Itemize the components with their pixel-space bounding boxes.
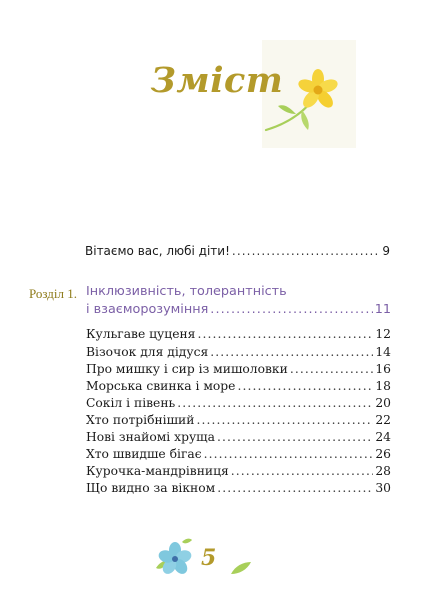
page-number: 5 [201, 545, 217, 571]
toc-entry-page: 20 [375, 396, 391, 410]
toc-entry-title: Курочка-мандрівниця [86, 464, 229, 478]
toc-entry-title: Сокіл і півень [86, 396, 176, 410]
dot-leader [210, 302, 372, 318]
toc-entry-title: Про мишку і сир із мишоловки [86, 362, 288, 376]
dot-leader [232, 243, 380, 259]
dot-leader [196, 412, 373, 428]
toc-entry-title: Хто потрібніший [86, 413, 195, 427]
toc-entry[interactable] [86, 361, 391, 377]
toc-entry[interactable] [86, 480, 391, 496]
toc-entry[interactable] [86, 446, 391, 462]
toc-entry[interactable] [86, 429, 391, 445]
dot-leader [217, 429, 373, 445]
dot-leader [204, 446, 374, 462]
toc-entry-title: Хто швидше бігає [86, 447, 202, 461]
toc-entry-page: 24 [375, 430, 391, 444]
yellow-flower-icon [258, 66, 354, 146]
toc-entry-page: 26 [375, 447, 391, 461]
dot-leader [290, 361, 374, 377]
section-title-line2: і взаєморозуміння [86, 302, 209, 317]
toc-entry-page: 11 [374, 302, 391, 317]
dot-leader [197, 326, 373, 342]
toc-entry[interactable] [86, 395, 391, 411]
dot-leader [210, 344, 373, 360]
section-label: Розділ 1. [29, 286, 78, 301]
toc-entry-title: Нові знайомі хруща [86, 430, 215, 444]
toc-entry[interactable] [86, 378, 391, 394]
dot-leader [237, 378, 373, 394]
toc-intro-entry[interactable] [85, 243, 390, 259]
toc-entry-page: 14 [375, 345, 391, 359]
dot-leader [217, 480, 373, 496]
leaf-icon [229, 560, 253, 576]
dot-leader [177, 395, 373, 411]
toc-entry-title: Морська свинка і море [86, 379, 236, 393]
toc-entry-page: 16 [375, 362, 391, 376]
toc-entry[interactable] [86, 326, 391, 342]
toc-entry-title: Кульгаве цуценя [86, 327, 196, 341]
toc-entry-title: Візочок для дідуся [86, 345, 209, 359]
toc-entry[interactable] [86, 344, 391, 360]
toc-entry-page: 22 [375, 413, 391, 427]
toc-entry-page: 30 [375, 481, 391, 495]
toc-entry-page: 28 [375, 464, 391, 478]
section-title-line1[interactable]: Інклюзивність, толерантність [86, 284, 287, 299]
blue-flower-icon [148, 532, 198, 582]
toc-entry-page: 18 [375, 379, 391, 393]
page-title: Зміст [150, 60, 284, 101]
toc-entry[interactable] [86, 463, 391, 479]
toc-section-entry[interactable] [86, 302, 391, 318]
toc-entry-title: Що видно за вікном [86, 481, 216, 495]
toc-entry-page: 12 [375, 327, 391, 341]
toc-entry-title: Вітаємо вас, любі діти! [85, 244, 230, 258]
toc-entry[interactable] [86, 412, 391, 428]
dot-leader [231, 463, 374, 479]
toc-entry-page: 9 [382, 244, 390, 258]
